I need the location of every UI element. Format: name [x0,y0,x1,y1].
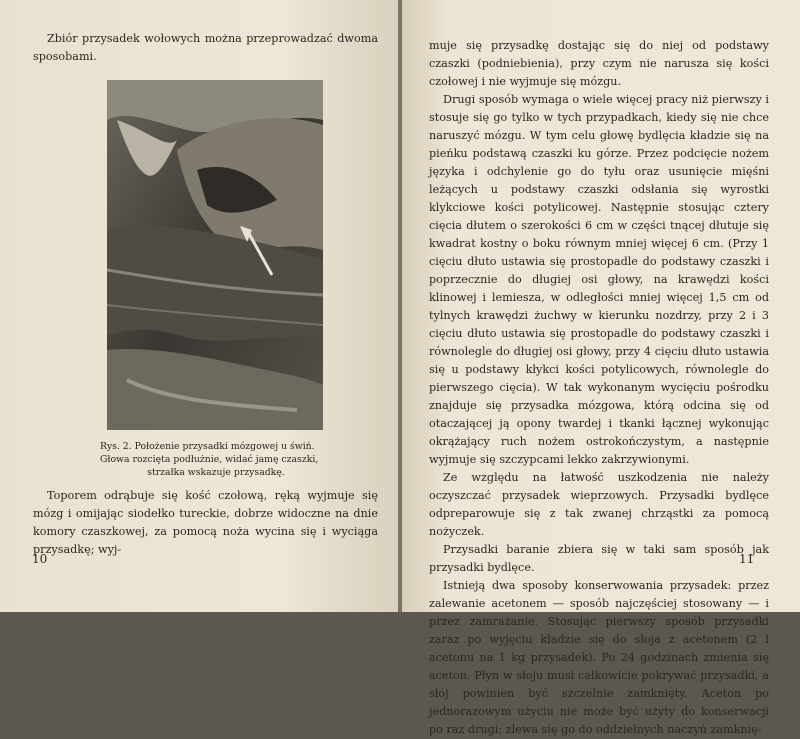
page-number-left: 10 [32,552,48,566]
figure-photo-pig-head [107,80,323,430]
right-page [402,0,800,736]
caption-line-1: Rys. 2. Położenie przysadki mózgowej u świń. [100,441,315,452]
left-page [0,0,398,612]
photo-illustration [107,80,323,430]
left-body-text [33,487,378,559]
paragraph-sheep-pituitary: Przysadki baranie zbiera się w taki sam sposób jak przysadki bydlęce. [429,543,769,574]
left-intro-text [33,30,378,66]
caption-line-3: strzałka wskazuje przysadkę. [147,467,285,478]
caption-line-2: Głowa rozcięta podłużnie, widać jamę czaszki, [100,454,319,465]
intro-paragraph: Zbiór przysadek wołowych można przeprowadzać dwoma sposobami. [33,32,378,63]
figure-caption [100,440,332,479]
page-number-right: 11 [739,552,755,566]
paragraph-second-method: Drugi sposób wymaga o wiele więcej pracy niż pierwszy i stosuje się go tylko w tych przypadkach, kiedy się nie chce naruszyć mózgu. W tym celu głowę bydlęcia kładzie się na pieńku podstawą czaszki ku górze. Przez podcięcie nożem języka i odchylenie go do tyłu oraz usunięcie mięśni leżących u podstawy czaszki odsłania się wyrostki klykciowe kości potylicowej. Następnie stosując cztery cięcia dłutem o szerokości 6 cm w części tnącej dłutuje się kwadrat kostny o boku równym mniej więcej 6 cm. (Przy 1 cięciu dłuto ustawia się prostopadle do podstawy czaszki i poprzecznie do długiej osi głowy, na krawędzi kości klinowej i lemiesza, w odległości mniej więcej 1,5 cm od tylnych krawędzi żuchwy w kierunku nozdrzy, przy 2 i 3 cięciu dłuto ustawia się prostopadle do podstawy czaszki i równolegle do długiej osi głowy, przy 4 cięciu dłuto ustawia się u podstawy kłykci kości potylicowych, równolegle do pierwszego cięcia). W tak wykonanym wycięciu pośrodku znajduje się przysadka mózgowa, którą odcina się od otaczającej ją opony twardej i tkanki łącznej wykonując okrążający ruch nożem ostrokończystym, a następnie wyjmuje się szczypcami lekko zakrzywionymi. [429,93,769,466]
paragraph-pig-pituitary: Ze względu na łatwość uszkodzenia nie należy oczyszczać przysadek wieprzowych. Przysadki bydlęce odpreparowuje się z tak zwanej chrząstki za pomocą nożyczek. [429,471,769,538]
body-paragraph: Toporem odrąbuje się kość czołową, ręką wyjmuje się mózg i omijając siodełko tureckie, dobrze widoczne na dnie komory czaszkowej, za pomocą noża wycina się i wyciąga przysadkę; wyj- [33,489,378,556]
continuation-paragraph: muje się przysadkę dostając się do niej od podstawy czaszki (podniebienia), przy czym nie narusza się kości czołowej i nie wyjmuje się mózgu. [429,39,769,88]
paragraph-preservation: Istnieją dwa sposoby konserwowania przysadek: przez zalewanie acetonem — sposób najczęściej stosowany — i przez zamrażanie. Stosując pierwszy sposób przysadki zaraz po wyjęciu kładzie się do słoja z acetonem (2 l acetonu na 1 kg przysadek). Po 24 godzinach zmienia się aceton. Płyn w słoju musi całkowicie pokrywać przysadki, a słój powinien być szczelnie zamknięty. Aceton po jednorazowym użyciu nie może być użyty do konserwacji po raz drugi; zlewa się go do oddzielnych naczyń zamknię- [429,579,769,736]
right-body-text [429,37,769,739]
